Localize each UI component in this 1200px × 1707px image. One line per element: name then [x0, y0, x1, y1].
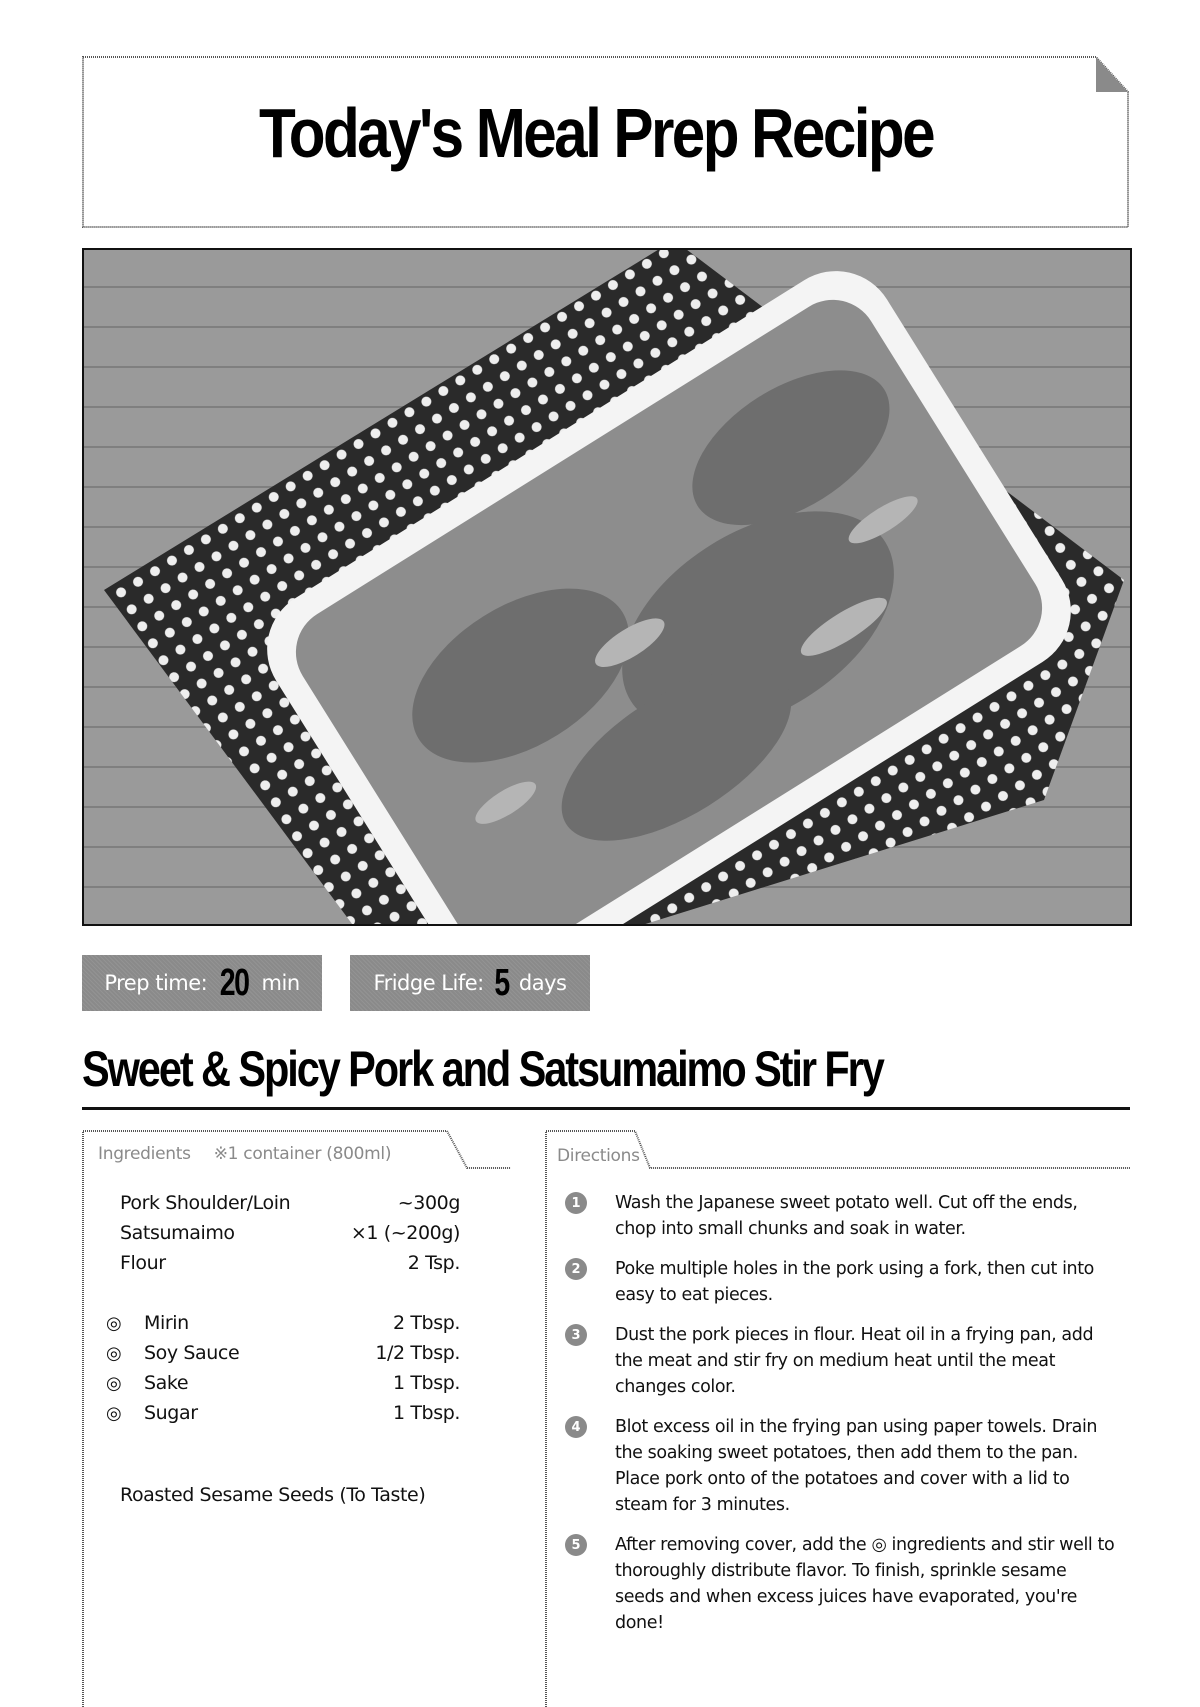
- ingredient-amount: 1/2 Tbsp.: [375, 1342, 460, 1364]
- ingredient-name: Sake: [144, 1372, 189, 1394]
- prep-time-value: 20: [220, 961, 249, 1004]
- double-circle-icon: ◎: [106, 1312, 122, 1334]
- ingredient-row: [106, 1308, 460, 1338]
- ingredient-name: Satsumaimo: [120, 1222, 235, 1244]
- double-circle-icon: ◎: [106, 1402, 122, 1424]
- recipe-photo: [82, 248, 1132, 926]
- direction-steps: [565, 1190, 1120, 1650]
- step-text: Poke multiple holes in the pork using a fork, then cut into easy to eat pieces.: [615, 1259, 1094, 1305]
- prep-time-badge: [82, 955, 322, 1011]
- ingredient-row: [106, 1368, 460, 1398]
- ingredient-amount: 1 Tbsp.: [393, 1372, 460, 1394]
- step-number-icon: 3: [565, 1324, 587, 1346]
- step-number-icon: 1: [565, 1192, 587, 1214]
- ingredients-header: [98, 1144, 391, 1164]
- ingredient-amount: ~300g: [397, 1192, 460, 1214]
- ingredient-amount: 2 Tbsp.: [393, 1312, 460, 1334]
- serving-size: ※1 container (800ml): [213, 1144, 392, 1164]
- prep-time-label: Prep time:: [104, 971, 208, 995]
- page-title: Today's Meal Prep Recipe: [259, 94, 933, 172]
- main-ingredients: [120, 1188, 460, 1278]
- direction-step: [565, 1532, 1120, 1636]
- ingredient-amount: 2 Tsp.: [407, 1252, 460, 1274]
- recipe-title: Sweet & Spicy Pork and Satsumaimo Stir Fry: [82, 1041, 883, 1097]
- fridge-life-unit: days: [518, 971, 567, 995]
- directions-title: Directions: [557, 1146, 640, 1166]
- direction-step: [565, 1190, 1120, 1242]
- ingredient-name: Mirin: [144, 1312, 189, 1334]
- ingredients-panel: [82, 1130, 512, 1707]
- direction-step: [565, 1256, 1120, 1308]
- ingredient-row: [120, 1248, 460, 1278]
- ingredient-amount: ×1 (~200g): [350, 1222, 460, 1244]
- ingredient-row: [106, 1338, 460, 1368]
- fridge-life-value: 5: [494, 961, 509, 1004]
- step-text: Wash the Japanese sweet potato well. Cut off the ends, chop into small chunks and soak in water.: [615, 1193, 1078, 1239]
- sauce-ingredients: [106, 1308, 460, 1428]
- ingredient-name: Flour: [120, 1252, 166, 1274]
- garnish-ingredient: Roasted Sesame Seeds (To Taste): [120, 1484, 426, 1506]
- ingredient-row: [106, 1398, 460, 1428]
- ingredients-title: Ingredients: [98, 1144, 191, 1164]
- step-number-icon: 2: [565, 1258, 587, 1280]
- fridge-life-badge: [350, 955, 590, 1011]
- step-text: Blot excess oil in the frying pan using paper towels. Drain the soaking sweet potatoes, then add them to the pan. Place pork onto of the potatoes and cover with a lid to steam for 3 minutes.: [615, 1417, 1098, 1515]
- ingredient-name: Soy Sauce: [144, 1342, 240, 1364]
- ingredient-name: Pork Shoulder/Loin: [120, 1192, 291, 1214]
- ingredient-amount: 1 Tbsp.: [393, 1402, 460, 1424]
- step-text: Dust the pork pieces in flour. Heat oil in a frying pan, add the meat and stir fry on medium heat until the meat changes color.: [615, 1325, 1094, 1397]
- ingredient-row: [120, 1188, 460, 1218]
- double-circle-icon: ◎: [106, 1342, 122, 1364]
- step-number-icon: 4: [565, 1416, 587, 1438]
- direction-step: [565, 1322, 1120, 1400]
- title-divider: [82, 1107, 1130, 1110]
- directions-panel: [545, 1130, 1130, 1707]
- food-photo-illustration: [84, 250, 1130, 924]
- direction-step: [565, 1414, 1120, 1518]
- title-banner: [82, 56, 1130, 228]
- fridge-life-label: Fridge Life:: [373, 971, 484, 995]
- step-text: After removing cover, add the ◎ ingredients and stir well to thoroughly distribute flavor. To finish, sprinkle sesame seeds and when excess juices have evaporated, you're done!: [615, 1535, 1115, 1633]
- double-circle-icon: ◎: [106, 1372, 122, 1394]
- ingredient-row: [120, 1218, 460, 1248]
- step-number-icon: 5: [565, 1534, 587, 1556]
- prep-time-unit: min: [261, 971, 300, 995]
- ingredient-name: Sugar: [144, 1402, 198, 1424]
